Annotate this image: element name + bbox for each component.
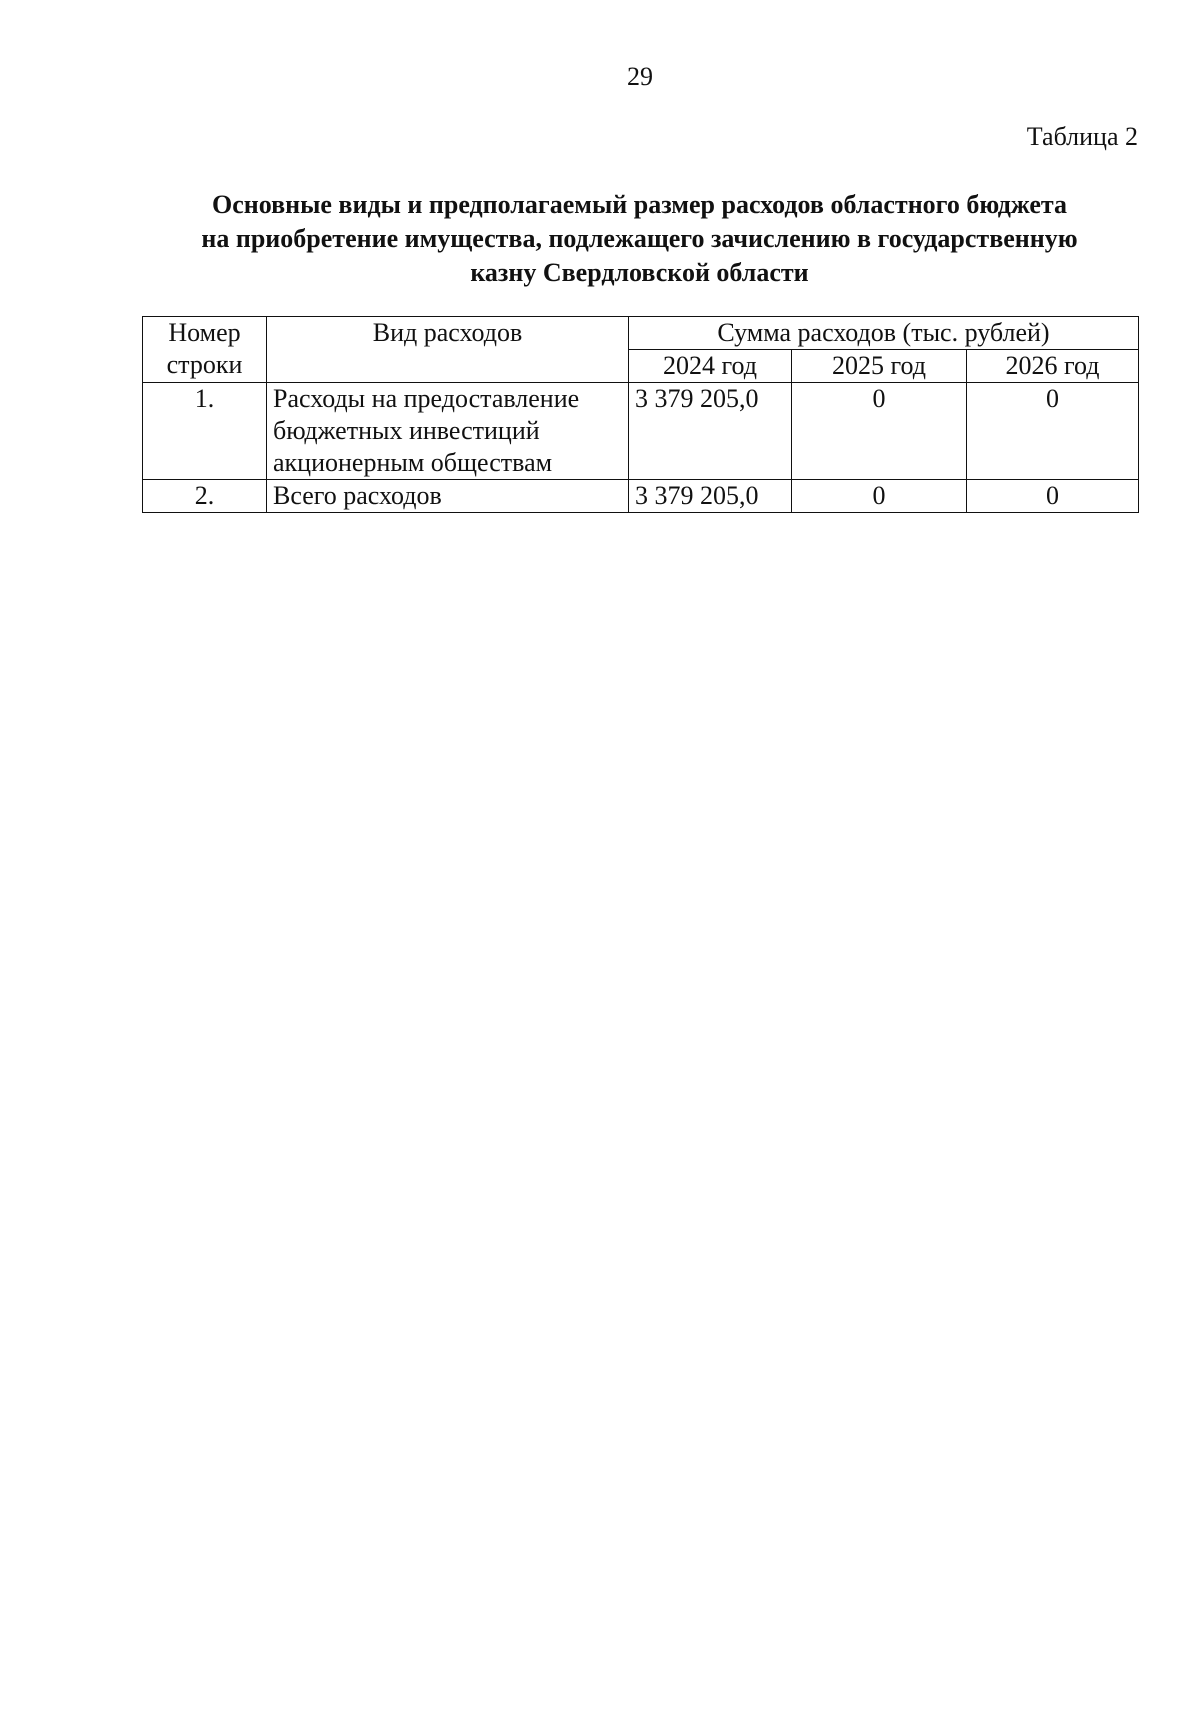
table-label: Таблица 2 xyxy=(1026,122,1138,151)
amount-2024: 3 379 205,0 xyxy=(629,383,792,480)
document-title xyxy=(142,188,1137,290)
expense-type-cell: Всего расходов xyxy=(267,480,629,513)
title-line: казну Свердловской области xyxy=(470,258,809,287)
header-year-2026: 2026 год xyxy=(967,350,1139,383)
expense-type-cell xyxy=(267,383,629,480)
amount-2026: 0 xyxy=(967,383,1139,480)
title-line: Основные виды и предполагаемый размер расходов областного бюджета xyxy=(211,190,1068,219)
header-row xyxy=(143,317,1139,350)
expense-type-line: бюджетных инвестиций xyxy=(273,416,540,445)
row-number: 1. xyxy=(143,383,267,480)
header-text: строки xyxy=(166,350,243,379)
header-expense-type: Вид расходов xyxy=(267,317,629,383)
expense-type-line: Расходы на предоставление xyxy=(273,384,580,413)
amount-2026: 0 xyxy=(967,480,1139,513)
header-year-2025: 2025 год xyxy=(792,350,967,383)
header-amount-group: Сумма расходов (тыс. рублей) xyxy=(629,317,1139,350)
amount-2025: 0 xyxy=(792,383,967,480)
header-row-number xyxy=(143,317,267,383)
page-number: 29 xyxy=(627,62,653,91)
row-number: 2. xyxy=(143,480,267,513)
table-row xyxy=(143,383,1139,480)
expense-type-line: акционерным обществам xyxy=(273,448,553,477)
amount-2025: 0 xyxy=(792,480,967,513)
amount-2024: 3 379 205,0 xyxy=(629,480,792,513)
header-year-2024: 2024 год xyxy=(629,350,792,383)
title-line: на приобретение имущества, подлежащего зачислению в государственную xyxy=(201,224,1078,253)
table-row xyxy=(143,480,1139,513)
expenses-table xyxy=(142,316,1139,513)
header-text: Номер xyxy=(168,318,241,347)
